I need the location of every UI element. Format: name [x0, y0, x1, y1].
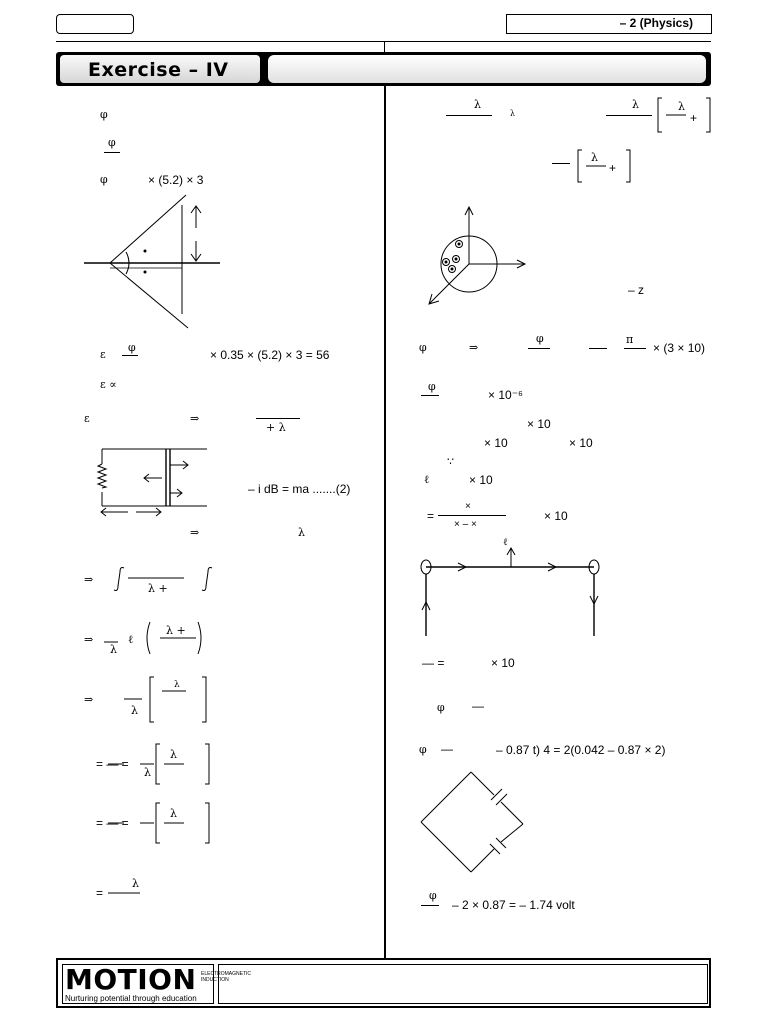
l14-eq: =: [96, 886, 104, 900]
r8-because: ∵: [447, 455, 454, 468]
l9-integral1: [114, 568, 124, 591]
logo-text: MOTION: [65, 963, 197, 996]
l1-phi: φ: [100, 108, 108, 121]
l11-arrow: ⇒: [84, 693, 94, 706]
r12-text: × 10: [491, 656, 515, 670]
l9-frac: λ +: [148, 582, 168, 595]
r6-text: × 10: [527, 417, 551, 431]
l6-eps: ε: [84, 412, 90, 425]
l2-phi: φ: [108, 136, 116, 149]
l12-lambda: λ: [144, 766, 151, 779]
footer-right-box: [218, 964, 708, 1004]
header-subject: – 2 (Physics): [619, 16, 693, 30]
l11-lambda: λ: [131, 704, 138, 717]
l8-arrow: ⇒: [190, 526, 200, 539]
r13-dash: —: [472, 699, 484, 713]
l8-lambda: λ: [298, 526, 305, 539]
r9-text: × 10: [469, 473, 493, 487]
l4-text: × 0.35 × (5.2) × 3 = 56: [210, 348, 330, 362]
r2-frac: λ: [591, 151, 598, 164]
r4-phi: φ: [419, 341, 427, 354]
r1-lambda2: λ: [510, 109, 516, 118]
r9-ell: ℓ: [424, 473, 430, 486]
l13-inner: λ: [170, 807, 177, 820]
r2-plus: +: [609, 161, 617, 175]
sliding-rod-circuit: [98, 449, 207, 516]
r4-arrow: ⇒: [469, 341, 479, 354]
rotating-disc-figure: [429, 207, 525, 304]
r11-ell: ℓ: [503, 537, 508, 548]
l6-frac: + λ: [266, 421, 286, 434]
r5-phi: φ: [428, 380, 436, 393]
l10-arrow: ⇒: [84, 633, 94, 646]
r14-text: – 0.87 t) 4 = 2(0.042 – 0.87 × 2): [496, 743, 666, 757]
l9-integral2: [202, 568, 212, 591]
l9-arrow: ⇒: [84, 573, 94, 586]
r7-text2: × 10: [569, 436, 593, 450]
logo-small: ELECTROMAGNETIC INDUCTION: [201, 971, 252, 983]
r4-pi: π: [626, 333, 634, 346]
r5-text: × 10⁻⁶: [488, 388, 523, 402]
r14-phi: φ: [419, 743, 427, 756]
r13-phi: φ: [437, 701, 445, 714]
r15-phi: φ: [429, 889, 437, 902]
tagline: Nurturing potential through education: [65, 994, 197, 1003]
l5-eps-prop: ε ∝: [100, 378, 117, 391]
l10-ell: ℓ: [128, 633, 134, 646]
r10-times2: × – ×: [454, 519, 477, 530]
l3-phi: φ: [100, 173, 108, 186]
capacitor-circuit: [421, 772, 523, 872]
l3-text: × (5.2) × 3: [148, 173, 204, 187]
r7-text1: × 10: [484, 436, 508, 450]
l12-eq: = — =: [96, 757, 129, 771]
r4-text: × (3 × 10): [653, 341, 706, 355]
rails-figure: [421, 548, 599, 636]
l11-inner: λ: [174, 680, 180, 690]
r4-phi2: φ: [536, 332, 544, 345]
l10-frac: λ +: [166, 624, 186, 637]
r1-lambda4: λ: [678, 100, 685, 113]
r3-z: – z: [628, 283, 645, 297]
l4-eps: ε: [100, 348, 106, 361]
r1-lambda1: λ: [474, 98, 481, 111]
footer: [56, 958, 711, 1008]
exercise-title: Exercise – IV: [88, 59, 229, 81]
r1-lambda3: λ: [632, 98, 639, 111]
r10-times1: ×: [465, 501, 471, 512]
l13-eq: = — =: [96, 816, 129, 830]
r10-text: × 10: [544, 509, 568, 523]
r1-plus: +: [690, 111, 698, 125]
l14-lambda: λ: [132, 877, 139, 890]
l4-phi: φ: [128, 341, 136, 354]
r10-eq: =: [427, 509, 435, 523]
motion-logo: [62, 963, 252, 1004]
r15-text: – 2 × 0.87 = – 1.74 volt: [452, 898, 575, 912]
l6-arrow: ⇒: [190, 412, 200, 425]
rotating-rod-figure: [84, 195, 220, 328]
r14-dash: —: [441, 742, 453, 756]
l7-text: – i dB = ma .......(2): [248, 482, 351, 496]
r12-eq: — =: [422, 656, 445, 670]
l12-inner: λ: [170, 748, 177, 761]
l10-lambda: λ: [110, 643, 117, 656]
